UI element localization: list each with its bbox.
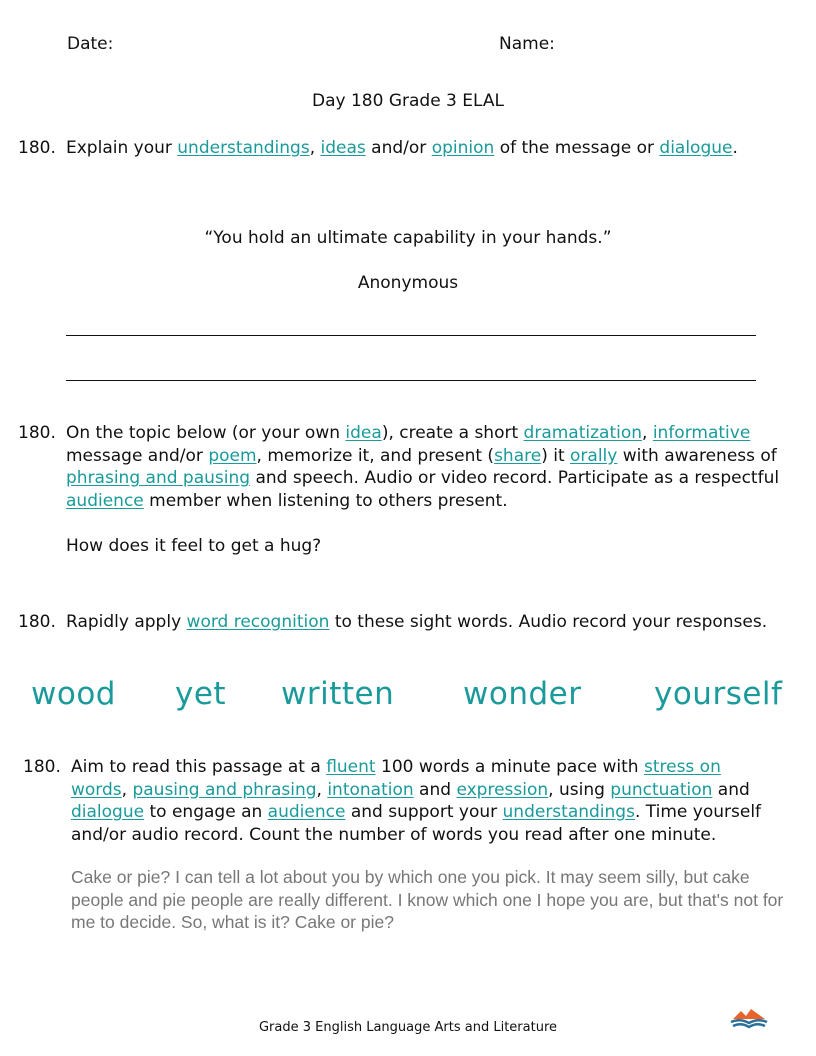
page-title: Day 180 Grade 3 ELAL <box>312 91 504 111</box>
link-dialogue[interactable]: dialogue <box>71 802 145 822</box>
text-segment: message and/or <box>66 445 209 466</box>
link-intonation[interactable]: intonation <box>327 779 414 800</box>
link-opinion[interactable]: opinion <box>431 138 495 158</box>
link-idea[interactable]: idea <box>345 423 382 443</box>
topic-prompt: How does it feel to get a hug? <box>66 536 322 556</box>
question-2-line-1 <box>66 422 750 445</box>
text-segment: of the message or <box>494 138 660 158</box>
text-segment: member when listening to others present. <box>143 490 508 511</box>
text-segment: , using <box>548 779 611 800</box>
date-label: Date: <box>67 34 114 54</box>
link-poem[interactable]: poem <box>208 445 257 466</box>
link-ideas[interactable]: ideas <box>320 138 366 158</box>
answer-line-2[interactable] <box>66 380 756 381</box>
question-4-line-3 <box>71 801 761 824</box>
link-understandings[interactable]: understandings <box>502 802 635 822</box>
text-segment: , <box>642 423 653 443</box>
link-phrasing-and-pausing[interactable]: phrasing and pausing <box>66 468 251 488</box>
question-4-line-4: and/or audio record. Count the number of words you read after one minute. <box>71 824 717 845</box>
question-2-line-2 <box>66 445 777 468</box>
link-orally[interactable]: orally <box>570 445 618 466</box>
question-2-line-4 <box>66 490 508 513</box>
text-segment: , memorize it, and present ( <box>256 445 495 466</box>
link-share[interactable]: share <box>494 445 542 466</box>
question-number: 180. <box>18 423 56 443</box>
link-understandings[interactable]: understandings <box>177 138 310 158</box>
link-stress-on[interactable]: stress on <box>643 757 721 777</box>
sight-word: wood <box>31 676 116 712</box>
question-number: 180. <box>18 138 56 158</box>
sight-word: yet <box>175 676 227 712</box>
text-segment: Rapidly apply <box>66 612 187 632</box>
question-number: 180. <box>18 612 56 632</box>
text-segment: and <box>712 779 750 800</box>
text-segment: On the topic below (or your own <box>66 423 346 443</box>
name-label: Name: <box>499 34 555 54</box>
link-informative[interactable]: informative <box>652 423 751 443</box>
link-expression[interactable]: expression <box>456 779 549 800</box>
text-segment: , <box>121 779 133 800</box>
text-segment: . Time yourself <box>634 802 762 822</box>
question-number: 180. <box>23 757 61 777</box>
link-pausing-and-phrasing[interactable]: pausing and phrasing <box>132 779 317 800</box>
link-dialogue[interactable]: dialogue <box>659 138 733 158</box>
link-word-recognition[interactable]: word recognition <box>186 612 330 632</box>
text-segment: 100 words a minute pace with <box>375 757 644 777</box>
text-segment: and/or <box>365 138 432 158</box>
text-segment: and <box>413 779 457 800</box>
link-words[interactable]: words <box>71 779 122 800</box>
text-segment: to engage an <box>144 802 268 822</box>
text-segment: to these sight words. Audio record your responses. <box>329 612 768 632</box>
quote-author: Anonymous <box>357 273 459 293</box>
footer-text: Grade 3 English Language Arts and Literature <box>258 1020 558 1035</box>
sight-word: wonder <box>463 676 582 712</box>
link-fluent[interactable]: fluent <box>326 757 376 777</box>
text-segment: ) it <box>541 445 571 466</box>
link-punctuation[interactable]: punctuation <box>610 779 713 800</box>
text-segment: ), create a short <box>381 423 524 443</box>
question-4-line-2 <box>71 779 750 802</box>
sight-word: yourself <box>654 676 783 712</box>
question-1-text <box>66 137 738 160</box>
link-audience[interactable]: audience <box>66 490 144 511</box>
text-segment: with awareness of <box>617 445 777 466</box>
text-segment: , <box>316 779 328 800</box>
text-segment: and support your <box>345 802 503 822</box>
text-segment: , <box>309 138 321 158</box>
book-mountain-logo-icon <box>729 1005 769 1031</box>
link-dramatization[interactable]: dramatization <box>523 423 643 443</box>
link-audience[interactable]: audience <box>267 802 346 822</box>
text-segment: . <box>732 138 738 158</box>
answer-line-1[interactable] <box>66 335 756 336</box>
sight-word: written <box>281 676 395 712</box>
quote-text: “You hold an ultimate capability in your hands.” <box>204 228 612 248</box>
reading-passage: Cake or pie? I can tell a lot about you by which one you pick. It may seem silly, but cake people and pie people are really different. I know which one I hope you are, but that's not for me to decide. So, what is it? Cake or pie? <box>71 867 784 932</box>
question-2-line-3 <box>66 467 779 490</box>
text-segment: and speech. Audio or video record. Participate as a respectful <box>250 468 780 488</box>
text-segment: Explain your <box>66 138 178 158</box>
question-3-text <box>66 611 767 634</box>
question-4-line-1 <box>71 756 721 779</box>
text-segment: Aim to read this passage at a <box>71 757 327 777</box>
